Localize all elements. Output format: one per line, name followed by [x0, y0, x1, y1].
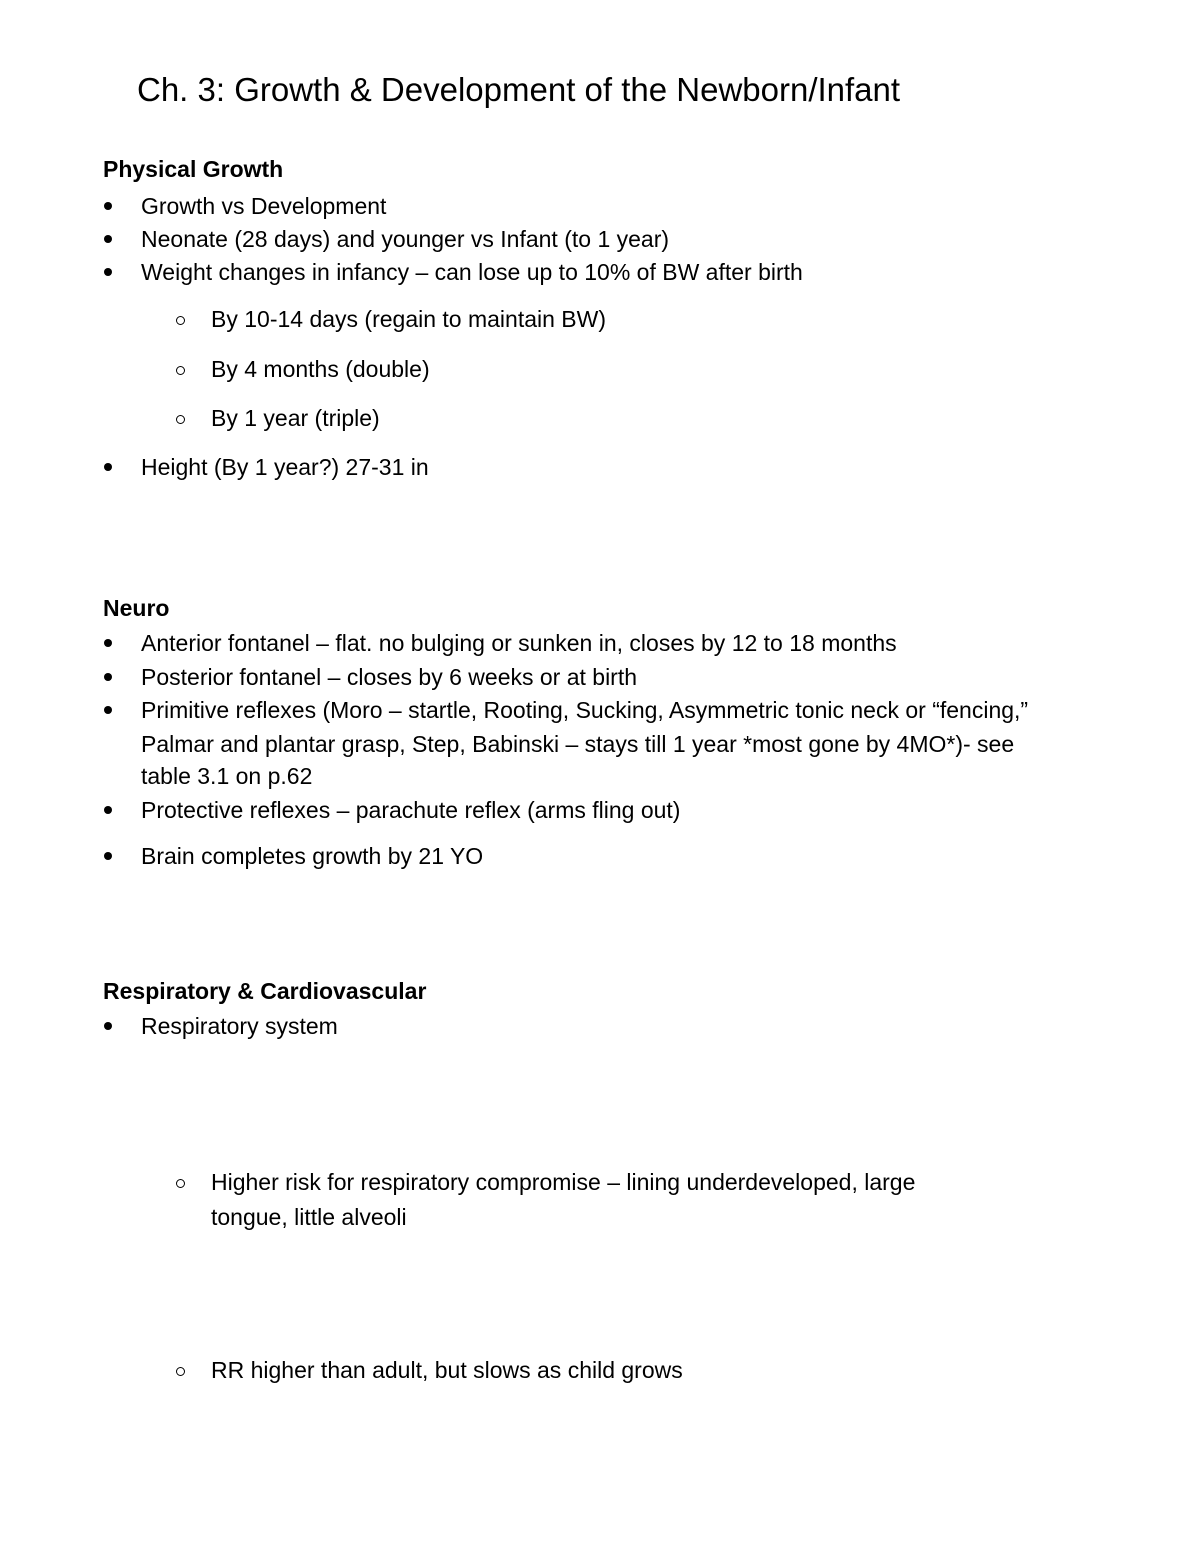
list-item: Respiratory system [141, 1013, 338, 1039]
section-heading-physical-growth: Physical Growth [103, 156, 284, 182]
list-item: Anterior fontanel – flat. no bulging or sunken in, closes by 12 to 18 months [141, 630, 897, 656]
sub-list-item-continuation: tongue, little alveoli [211, 1204, 407, 1230]
sub-list-item: By 4 months (double) [211, 356, 430, 382]
list-item: Protective reflexes – parachute reflex (arms fling out) [141, 797, 681, 823]
sub-list-item: By 1 year (triple) [211, 405, 380, 431]
page-title: Ch. 3: Growth & Development of the Newborn/Infant [137, 71, 901, 108]
list-item-continuation: Palmar and plantar grasp, Step, Babinski – stays till 1 year *most gone by 4MO*)- see [141, 731, 1015, 757]
sub-list-item: By 10-14 days (regain to maintain BW) [211, 306, 607, 332]
list-item: Height (By 1 year?) 27-31 in [141, 454, 429, 480]
sub-list-item: RR higher than adult, but slows as child grows [211, 1357, 683, 1383]
list-item: Growth vs Development [141, 193, 387, 219]
list-item: Brain completes growth by 21 YO [141, 843, 484, 869]
section-heading-respiratory-cardiovascular: Respiratory & Cardiovascular [103, 978, 427, 1004]
list-item: Weight changes in infancy – can lose up to 10% of BW after birth [141, 259, 803, 285]
list-item: Primitive reflexes (Moro – startle, Rooting, Sucking, Asymmetric tonic neck or “fencing,” [141, 697, 1029, 723]
section-heading-neuro: Neuro [103, 595, 170, 621]
list-item: Neonate (28 days) and younger vs Infant (to 1 year) [141, 226, 670, 252]
sub-list-item: Higher risk for respiratory compromise – lining underdeveloped, large [211, 1169, 916, 1195]
list-item-continuation: table 3.1 on p.62 [141, 763, 313, 789]
list-item: Posterior fontanel – closes by 6 weeks or at birth [141, 664, 638, 690]
